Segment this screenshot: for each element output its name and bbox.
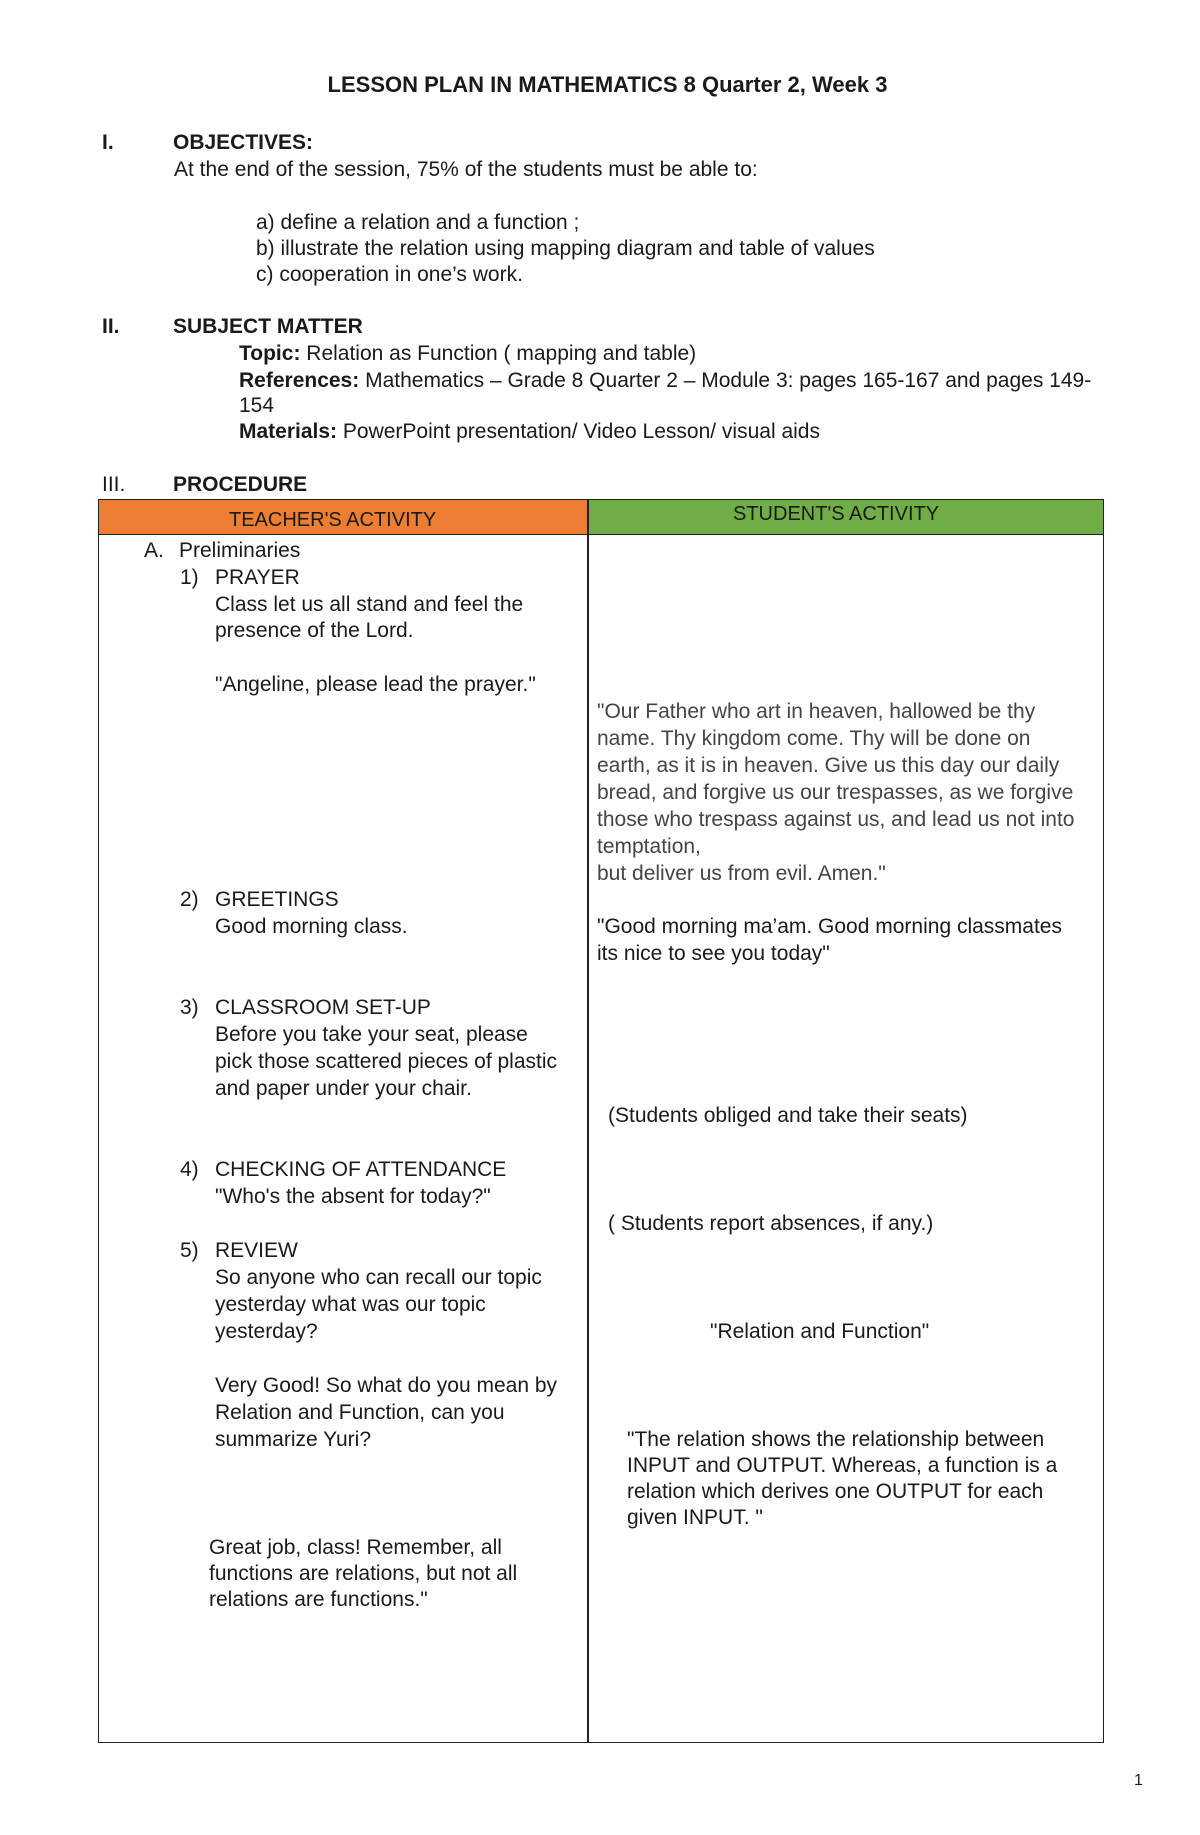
student-text: "Good morning ma’am. Good morning classmates xyxy=(597,915,1062,938)
setup-heading: CLASSROOM SET-UP xyxy=(215,996,431,1019)
teacher-text: So anyone who can recall our topic xyxy=(215,1266,542,1289)
teacher-text: yesterday? xyxy=(215,1320,318,1343)
teacher-activity-header xyxy=(99,500,588,535)
topic-line xyxy=(239,341,696,367)
page-number: 1 xyxy=(1134,1772,1143,1789)
teacher-text: Good morning class. xyxy=(215,915,408,938)
teacher-text: relations are functions." xyxy=(209,1588,428,1611)
materials-label: Materials: xyxy=(239,420,338,443)
topic-label: Topic: xyxy=(239,342,301,365)
item-number: 3) xyxy=(180,996,199,1019)
greetings-heading: GREETINGS xyxy=(215,888,339,911)
subject-matter-heading: SUBJECT MATTER xyxy=(173,315,363,338)
teacher-text: Before you take your seat, please xyxy=(215,1023,528,1046)
student-text: "Relation and Function" xyxy=(710,1320,930,1343)
teacher-text: Very Good! So what do you mean by xyxy=(215,1374,558,1397)
teacher-text: "Angeline, please lead the prayer." xyxy=(215,673,536,696)
student-prayer-text: but deliver us from evil. Amen." xyxy=(597,862,886,885)
materials-value: PowerPoint presentation/ Video Lesson/ visual aids xyxy=(342,420,820,443)
objective-item: c) cooperation in one’s work. xyxy=(256,263,523,286)
subject-matter-numeral: II. xyxy=(102,315,120,338)
references-value: Mathematics – Grade 8 Quarter 2 – Module 3: pages 165-167 and pages 149- xyxy=(365,369,1092,392)
teacher-text: Class let us all stand and feel the xyxy=(215,593,524,616)
teacher-text: functions are relations, but not all xyxy=(209,1562,518,1585)
teacher-text: pick those scattered pieces of plastic xyxy=(215,1050,558,1073)
student-text: (Students obliged and take their seats) xyxy=(608,1104,968,1127)
references-label: References: xyxy=(239,369,360,392)
column-divider xyxy=(587,500,589,1742)
student-text: relation which derives one OUTPUT for each xyxy=(627,1480,1044,1503)
objectives-numeral: I. xyxy=(102,131,114,154)
item-number: 1) xyxy=(180,566,199,589)
student-prayer-text: "Our Father who art in heaven, hallowed be thy xyxy=(597,700,1036,723)
procedure-heading: PROCEDURE xyxy=(173,473,308,496)
item-number: 2) xyxy=(180,888,199,911)
section-label: A. xyxy=(144,539,164,562)
student-activity-header-label: STUDENT'S ACTIVITY xyxy=(733,503,940,525)
prayer-heading: PRAYER xyxy=(215,566,300,589)
document-title: LESSON PLAN IN MATHEMATICS 8 Quarter 2, Week 3 xyxy=(327,72,888,97)
student-activity-header xyxy=(588,500,1103,535)
teacher-text: "Who's the absent for today?" xyxy=(215,1185,491,1208)
references-line xyxy=(239,368,1091,394)
topic-value: Relation as Function ( mapping and table) xyxy=(306,342,697,365)
teacher-text: Great job, class! Remember, all xyxy=(209,1536,502,1559)
objectives-heading: OBJECTIVES: xyxy=(173,131,314,154)
teacher-activity-header-label: TEACHER'S ACTIVITY xyxy=(229,509,437,531)
attendance-heading: CHECKING OF ATTENDANCE xyxy=(215,1158,507,1181)
teacher-text: summarize Yuri? xyxy=(215,1428,372,1451)
student-text: INPUT and OUTPUT. Whereas, a function is a xyxy=(627,1454,1058,1477)
item-number: 5) xyxy=(180,1239,199,1262)
student-prayer-text: name. Thy kingdom come. Thy will be done on xyxy=(597,727,1031,750)
objective-item: a) define a relation and a function ; xyxy=(256,211,580,234)
student-prayer-text: those who trespass against us, and lead us not into xyxy=(597,808,1075,831)
section-title: Preliminaries xyxy=(179,539,301,562)
student-prayer-text: bread, and forgive us our trespasses, as we forgive xyxy=(597,781,1074,804)
student-prayer-text: temptation, xyxy=(597,835,701,858)
references-value-continued: 154 xyxy=(239,394,275,417)
review-heading: REVIEW xyxy=(215,1239,298,1262)
student-text: given INPUT. " xyxy=(627,1506,763,1529)
student-prayer-text: earth, as it is in heaven. Give us this day our daily xyxy=(597,754,1060,777)
materials-line xyxy=(239,419,820,445)
objective-item: b) illustrate the relation using mapping diagram and table of values xyxy=(256,237,875,260)
student-text: ( Students report absences, if any.) xyxy=(608,1212,934,1235)
student-text: its nice to see you today" xyxy=(597,942,830,965)
teacher-text: Relation and Function, can you xyxy=(215,1401,505,1424)
teacher-text: presence of the Lord. xyxy=(215,619,414,642)
teacher-text: yesterday what was our topic xyxy=(215,1293,486,1316)
procedure-numeral: III. xyxy=(102,473,126,496)
item-number: 4) xyxy=(180,1158,199,1181)
student-text: "The relation shows the relationship between xyxy=(627,1428,1045,1451)
objectives-intro: At the end of the session, 75% of the students must be able to: xyxy=(174,158,758,181)
teacher-text: and paper under your chair. xyxy=(215,1077,472,1100)
